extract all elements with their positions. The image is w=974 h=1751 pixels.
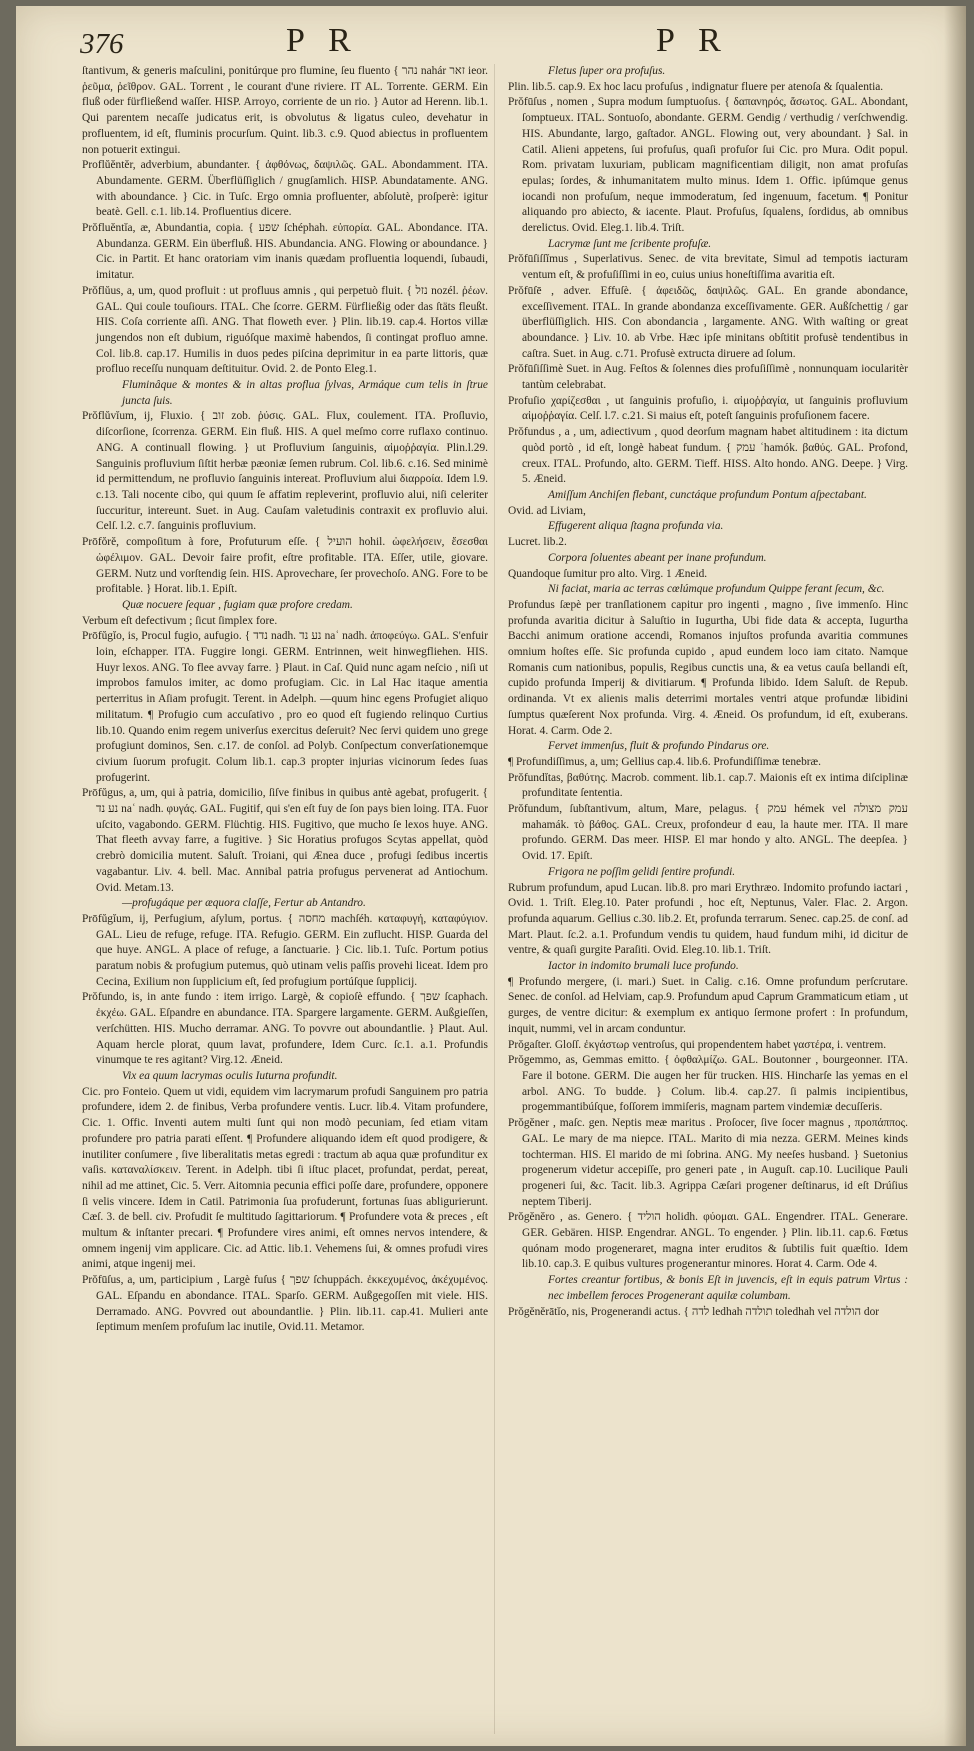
book-page (16, 6, 966, 1746)
left-column (82, 64, 488, 1736)
dictionary-entry: Prŏgĕner , maſc. gen. Neptis meæ maritus . Proſocer, ſive ſocer magnus , προπάππος. GAL. Le mary de ma niepce. ITAL. Marito di mia nezza. GERM. Meines kinds tochterman. HIS. El marido de mi ſobrina. ANG. My neeſes husband. } Suetonius progenerum videtur accepiſſe, pro generi pate , in Auguſt. cap.10. Lucilique Pauli progeneri ſui, &c. Tacit. lib.3. Agrippa Cæſari progener deſtinarus, id eſt Drúſius neptem Tiberij. (508, 1117, 908, 1208)
body-text: ¶ Profundo mergere, (i. mari.) Suet. in Calig. c.16. Omne profundum perſcrutare. Senec. de conſol. ad Helviam, cap.9. Profundum apud Caprum Grammaticum etiam , ut gurges, de ventre dicitur: & exemplum ex antiquo ſermone profert : In profundum, inquit, nummi, vel in arcam conduntur. (508, 975, 908, 1035)
dictionary-entry: Prŏfūſiſſimè Suet. in Aug. Feſtos & ſolennes dies profuſiſſimè , nonnunquam iocularitèr tantùm celebrabat. (508, 363, 908, 392)
body-text: ſtantivum, & generis maſculini, ponitúrque pro flumine, ſeu fluento { נהר nahár זאר ieor. ῥεῦμα, ῥεῖθρον. GAL. Torrent , le courant d'une riviere. IT AL. Torrente. GERM. Ein fluß oder fürfließend waſſer. HISP. Arroyo, corriente de un rio. } Autor ad Herenn. lib.1. Qui parentem necaſſe judicatus erit, is obvolutus & ligatus culeo, devehatur in profluentem, id eſt, fluminis procurſum. Quint. lib.3. c.9. Quod abiectus in profluentem non potuerit extingui. (82, 65, 488, 156)
verse-quotation: Frigora ne poſſim gelidi ſentire profundi. (548, 865, 736, 878)
dictionary-entry: Prŏgĕnĕrātĭo, nis, Progenerandi actus. { לדה ledhah תולדה toledhah vel הולדה dor (508, 1305, 880, 1318)
column-divider (494, 64, 495, 1734)
verse-quotation: Corpora ſoluentes abeant per inane profundum. (548, 551, 767, 564)
dictionary-entry: Profuſio χαρίζεσθαι , ut ſanguinis profuſio, i. αἱμοῤῥαγία, ut ſanguinis profluvium αἱμοῤῥαγία. Celſ. l.7. c.21. Si maius eſt, poteſt ſanguinis profuſionem facere. (508, 394, 908, 423)
body-text: Ovid. ad Liviam, (508, 504, 586, 517)
dictionary-entry: Prŏfundo, is, in ante fundo : item irrigo. Largè, & copioſè effundo. { שפך ſcaphach. ἐκχέω. GAL. Eſpandre en abundance. ITA. Spargere largamente. GERM. Außgieſſen, verſchütten. HIS. Mucho derramar. ANG. To povvre out aboundantlie. } Plaut. Aul. Aquam hercle plorat, quum lavat, profundere, Idem Curc. ſc.1. a.1. Profundis vinumque te res agitant? Virg.12. Æneid. (82, 991, 488, 1067)
dictionary-entry: Prōfŭgĭo, is, Procul fugio, aufugio. { נדד nadh. נע נד naʿ nadh. ἀποφεύγω. GAL. S'enfuir loin, eſchapper. ITA. Fuggire longi. GERM. Entrinnen, weit hinwegfliehen. HIS. Huyr lexos. ANG. To flee avvay farre. } Plaut. in Caſ. Quid nunc agam neſcio , niſi ut improbos famulos imiter, ac domo profugiam. Cic. in Lal Hac itaque amentia perterritus in Aſiam profugit. Terent. in Adelph. —quum hinc egens Profugiet aliquo militatum. ¶ Profugio cum accuſativo , pro eo quod eſt fugiendo relinquo Curtius lib.10. Quando enim regem univerſus exercitus deſeruit? Nec ſervi quidem uno grege profugiunt dominos, Sen. c.17. de conſol. ad Polyb. Conſpectum converſationemque civium ſuorum profugit. Colum lib.1. cap.3 propter injurias vicinorum ſedes ſuas profugerint. (82, 630, 488, 784)
verse-quotation: —profugáque per æquora claſſe, Fertur ab Antandro. (122, 897, 366, 910)
dictionary-entry: Prŏfūſiſſĭmus , Superlativus. Senec. de vita brevitate, Simul ad tempotis iacturam ventum eſt, & profuſiſſimi in eo, cuius unius honeſtiſſima avaritia eſt. (508, 253, 908, 282)
dictionary-entry: Proflŭĕntĕr, adverbium, abundanter. { ἀφθόνως, δαψιλῶς. GAL. Abondamment. ITA. Abundamente. GERM. Überflüſſiglich / gnugſamlich. HISP. Abundatamente. ANG. with aboundance. } Cic. in Tuſc. Ergo omnia profluenter, abſolutè, proſperè: igitur beatè. Gell. c.1. lib.14. Profluentius dicere. (82, 159, 488, 219)
right-column (508, 64, 908, 1736)
verse-quotation: Fervet immenſus, fluit & profundo Pindarus ore. (548, 740, 770, 753)
body-text: Lucret. lib.2. (508, 536, 567, 549)
body-text: Profundus ſæpè per tranſlationem capitur pro ingenti , magno , ſive immenſo. Hinc profunda avaritia dicitur à Saluſtio in Iugurtha, Ubi fide data & accepta, Iugurtha Bacchi animum oratione accendi, Romanos injuſtos profunda avaritia communes omnium hoſtes eſſe. Sic profunda cupido , apud eundem loco iam citato. Namque Romanis cum nationibus, populis, Regibus cunctis una, & ea vetus cauſa bellandi eſt, cupido profunda Imperij & divitiarum. ¶ Profunda libido. Idem Saluſt. de Repub. ordinanda. Vt ex alienis malis deterrimi mortales ventri atque profundæ libidini ſumptus quæſerent Nox profunda. Virg. 4. Æneid. Os profundum, id eſt, exuberans. Horat. 4. Carm. Ode 2. (508, 598, 908, 737)
dictionary-entry: Prŏfūſus , nomen , Supra modum ſumptuoſus. { δαπανηρός, ἄσωτος. GAL. Abondant, ſomptueux. ITAL. Sontuoſo, abondante. GERM. Gendig / verthudig / verſchwendig. HIS. Abundante, largo, gaſtador. ANGL. Flowing out, very aboundant. } Sal. in Catil. Alieni appetens, ſui profuſus, quaſi profuſor ſui Cic. pro Mura. Odit popul. Rom. privatam luxuriam, publicam magnificentiam diligit, non amat profuſas epulas; ſordes, & inhumanitatem multo minus. Idem 1. Offic. ipſúmque genus iocandi non profuſum, neque immoderatum, ſed ingenuum, facetum. ¶ Ponitur aliquando pro abiecto, & iacente. Plaut. Profuſus, ſqualens, ſordidus, ab omnibus derelictus. Ovid. Eleg.1. lib.4. Triſt. (508, 96, 908, 235)
dictionary-entry: Prōfŭgus, a, um, qui à patria, domicilio, ſiſve finibus in quibus antè agebat, profugerit. { נע נד naʿ nadh. φυγάς. GAL. Fugitif, qui s'en eſt fuy de ſon pays bien loing. ITA. Fuor uſcito, vagabondo. GERM. Flüchtig. HIS. Fugitivo, que mucho ſe lexos huye. ANG. That fleeth avvay farre, a fugitive. } Sic Horatius profugos Scytas appellat, quòd crebrò domicilia mutent. Saluſt. Troiani, qui Ænea duce , profugi ſedibus incertis vagabantur. Liv. 4. bell. Mac. Annibal patria profugus pervenerat ad Antiochum. Ovid. Metam.13. (82, 787, 488, 894)
dictionary-entry: Prŏflŭvĭum, ij, Fluxio. { זוב zob. ῥύσις. GAL. Flux, coulement. ITA. Proſluvio, diſcorſione, ſcorrenza. GERM. Ein fluß. HIS. A quel meſmo corre ruflaxo continuo. ANG. A continuall flowing. } ut Profluvium ſanguinis, αἱμοῤῥαγία. Plin.l.29. Sanguinis profluvium ſiſtit herbæ pæoniæ ſemen rubrum. Col. lib.6. c.16. Sed minimè id permittendum, ne profluvio ſanguinis intereat. Profluvium alui διαρροία. Idem l.9. c.13. Tali nocente cibo, qui quum ſe affatim repleverint, profluvio alui, niſi celeriter ſuccuritur, intereunt. Suet. in Aug. Cauſam valetudinis contraxit ex profluvio alui. Celſ. l.2. c.7. ſanguinis profluvium. (82, 410, 488, 533)
body-text: Cic. pro Fonteio. Quem ut vidi, equidem vim lacrymarum profudi Sanguinem pro patria profundere, idem 2. de finibus, Verba profundere ventis. Lucr. lib.4. Vitam profundere, Cic. 1. Offic. Inventi autem multi ſunt qui non modò pecuniam, ſed etiam vitam profundere pro patria parati eſſent. ¶ Profundere aliquando idem eſt quod prodigere, & inutiliter conſumere , ſive liberalitatis metas egredi : tractum ab aqua quæ profunditur ex vaſis. καταναλίσκειν. Terent. in Adelph. tibi ſi iſtuc placet, profundat, perdat, pereat, nihil ad me attinet, Cic. 5. Verr. Aitomnia pecunia effici poſſe dare, profundere, opponere ſi velis vincere. Idem in Catil. Patrimonia ſua profuderunt, fortunas ſuas abligurierunt. Cæſ. 3. de bell. civ. Profudit ſe multitudo ſagittariorum. ¶ Profundere vota & preces , eſt multum & inſtanter precari. ¶ Profundere vires animi, eſt omnes nervos intendere, & omnem ingenij vim applicare. Cic. ad Attic. lib.1. Vehemens ſui, & omnes profudi vires animi, atque ingenij mei. (82, 1085, 488, 1271)
dictionary-entry: Prŏfundum, ſubſtantivum, altum, Mare, pelagus. { עמק hémek vel עמק מצולה mahamák. τὸ βάθος. GAL. Creux, profondeur d eau, la haute mer. ITA. Il mare profundo. GERM. Das meer. HISP. El mar hondo y alto. ANGL. The deepſea. } Ovid. 17. Epiſt. (508, 803, 908, 863)
running-head-left: P R (286, 22, 359, 59)
page-number: 376 (80, 28, 124, 60)
dictionary-entry: Prŏgĕnĕro , as. Genero. { הוליד holidh. φύομαι. GAL. Engendrer. ITAL. Generare. GER. Gebären. HISP. Engendrar. ANGL. To engender. } Plin. lib.11. cap.6. Fœtus quónam modo progeneraret, magna inter eruditos & ſubtilis fuit quæſtio. Idem lib.10. cap.3. E quibus vultures progenerantur minores. Horat 4. Carm. Ode 4. (508, 1211, 908, 1271)
body-text: Plin. lib.5. cap.9. Ex hoc lacu profuſus , indignatur fluere per atenoſa & ſqualentia. (508, 80, 884, 93)
body-text: ¶ Profundiſſimus, a, um; Gellius cap.4. lib.6. Profundiſſimæ tenebræ. (508, 755, 822, 768)
dictionary-entry: Prōfŏrĕ, compoſitum à fore, Profuturum eſſe. { הועיל hohil. ὠφελήσειν, ἔσεσθαι ὠφέλιμον. GAL. Devoir faire profit, eſtre profitable. ITA. Eſſer, utile, giovare. GERM. Nutz und vorſtendig ſein. HIS. Aprovechare, ſer provechoſo. ANG. Fore to be profitable. } Horat. lib.1. Epiſt. (82, 536, 488, 596)
dictionary-entry: Prŏfundĭtas, βαθύτης. Macrob. comment. lib.1. cap.7. Maionis eſt ex intima diſciplinæ profunditate ſententia. (508, 771, 908, 800)
running-head-right: P R (656, 22, 729, 59)
dictionary-entry: Prŏfluĕntĭa, æ, Abundantia, copia. { שפע ſchéphah. εὐπορία. GAL. Abondance. ITA. Abundanza. GERM. Ein überfluß. HIS. Abundancia. ANG. Flowing or aboundance. } Cic. in Partit. Et hanc oratoriam vim inanis quædam profluentia loquendi, ſubaudi, imitatur. (82, 222, 488, 282)
verse-quotation: Vix ea quum lacrymas oculis Iuturna profundit. (122, 1070, 338, 1082)
dictionary-entry: Prōfŭgĭum, ij, Perfugium, aſylum, portus. { מחסה machſéh. καταφυγή, καταφύγιον. GAL. Lieu de refuge, refuge. ITA. Refugio. GERM. Ein zuflucht. HISP. Guarda del que huye. ANGL. A place of refuge, a ſanctuarie. } Cic. lib.1. Tuſc. Portum potius paratum nobis & profugium putemus, quò utinam velis paſſis provehi liceat. Idem pro Cecina, Exilium non ſupplicium eſt, ſed profugium portúſque ſupplicij. (82, 912, 488, 988)
body-text: Quandoque ſumitur pro alto. Virg. 1 Æneid. (508, 567, 708, 580)
dictionary-entry: Prŏgaſter. Gloſſ. ἐκγάστωρ ventroſus, qui propendentem habet γαστέρα, i. ventrem. (508, 1038, 887, 1051)
dictionary-entry: Prŏfundus , a , um, adiectivum , quod deorſum magnam habet altitudinem : ita dictum quòd portò , id eſt, longè habeat fundum. { עמק ʿhamók. βαθύς. GAL. Profond, creux. ITAL. Profundo, alto. GERM. Tieff. HISS. Alto hondo. ANG. Deepe. } Virg. 5. Æneid. (508, 426, 908, 486)
body-text: Verbum eſt defectivum ; ſicut ſimplex fore. (82, 614, 278, 627)
verse-quotation: Lacrymæ ſunt me ſcribente profuſæ. (548, 237, 712, 250)
verse-quotation: Quæ nocuere ſequar , fugiam quæ profore credam. (122, 598, 353, 611)
dictionary-entry: Prŏflŭus, a, um, quod profluit : ut profluus amnis , qui perpetuò fluit. { נזל nozél. ῥέων. GAL. Qui coule touſiours. ITAL. Che ſcorre. GERM. Fürfließig oder das ſtäts fleußt. HIS. Coſa corriente aſſi. ANG. That floweth ever. } Plin. lib.19. cap.4. Hortos villæ jungendos non eſt dubium, riguóſque maximè habendos, ſi contingat profluo amne. Col. lib.8. cap.17. Humilis in duos pedes piſcina deprimitur in ea parte littoris, quæ profluo receſſu nunquam deſtituitur. Ovid. 2. de Ponto Eleg.1. (82, 284, 488, 376)
verse-quotation: Fluminâque & montes & in altas proflua ſylvas, Armáque cum telis in ſtrue juncta ſuis. (122, 379, 488, 407)
verse-quotation: Amiſſum Anchiſen flebant, cunctáque profundum Pontum aſpectabant. (548, 488, 867, 501)
page-edge-shadow (944, 6, 966, 1746)
verse-quotation: Effugerent aliqua ſtagna profunda via. (548, 520, 724, 533)
verse-quotation: Fletus ſuper ora profuſus. (548, 65, 666, 77)
page-header (16, 16, 966, 60)
dictionary-entry: Prŏfūſē , adver. Effuſè. { ἀφειδῶς, δαψιλῶς. GAL. En grande abondance, exceſſivement. ITAL. In grande abondanza exceſſivamente. GER. Außſchettig / gar überflüſſiglich. HIS. Con abondancia , largamente. ANG. With waſting or great aboundance. } Liv. 10. ab Vrbe. Hæc ipſe minitans obſtitit profusè tendentibus in caſtra. Suet. in Aug. c.71. Profusè extructa diruere ad ſolum. (508, 284, 908, 360)
dictionary-entry: Prŏgemmo, as, Gemmas emitto. { ὀφθαλμίζω. GAL. Boutonner , bourgeonner. ITA. Fare il botone. GERM. Die augen her für trucken. HIS. Hincharſe las yemas en el arbol. ANG. To budde. } Colum. lib.4. cap.27. ſi palmis incipientibus, progemmantibúſque, foſſorem immiſeris, magnam partem vindemiæ decuſſeris. (508, 1054, 908, 1114)
body-text: Rubrum profundum, apud Lucan. lib.8. pro mari Erythræo. Indomito profundo iactari , Ovid. 1. Triſt. Eleg.10. Pater profundi , hoc eſt, Neptunus, Valer. Flac. 2. Argon. profunda aquarum. Gellius c.30. lib.2. Et, profunda terrarum. Senec. cap.25. de conſ. ad Mart. Plaut. ſc.2. a.1. Profundum vendis tu quidem, haud fundum mihi, id dicitur de ventre, & quaſi gurgite Paraſiti. Ovid. Eleg.10. lib.1. Triſt. (508, 881, 908, 957)
dictionary-entry: Prŏfūſus, a, um, participium , Largè fuſus { שפך ſchuppách. ἐκκεχυμένος, ἀκέχυμένος. GAL. Eſpandu en abondance. ITAL. Sparſo. GERM. Außgegoſſen mit viele. HIS. Derramado. ANG. Povvred out aboundantlie. } Plin. lib.11. cap.41. Mulieri ante ſeptimum menſem profuſum lac inutile, Ovid.11. Metamor. (82, 1274, 488, 1334)
verse-quotation: Fortes creantur fortibus, & bonis Eſt in juvencis, eſt in equis patrum Virtus : nec imbellem feroces Progenerant aquilæ columbam. (548, 1274, 908, 1302)
verse-quotation: Iactor in indomito brumali luce profundo. (548, 960, 739, 973)
verse-quotation: Ni faciat, maria ac terras cœlúmque profundum Quippe ferant ſecum, &c. (548, 583, 885, 596)
